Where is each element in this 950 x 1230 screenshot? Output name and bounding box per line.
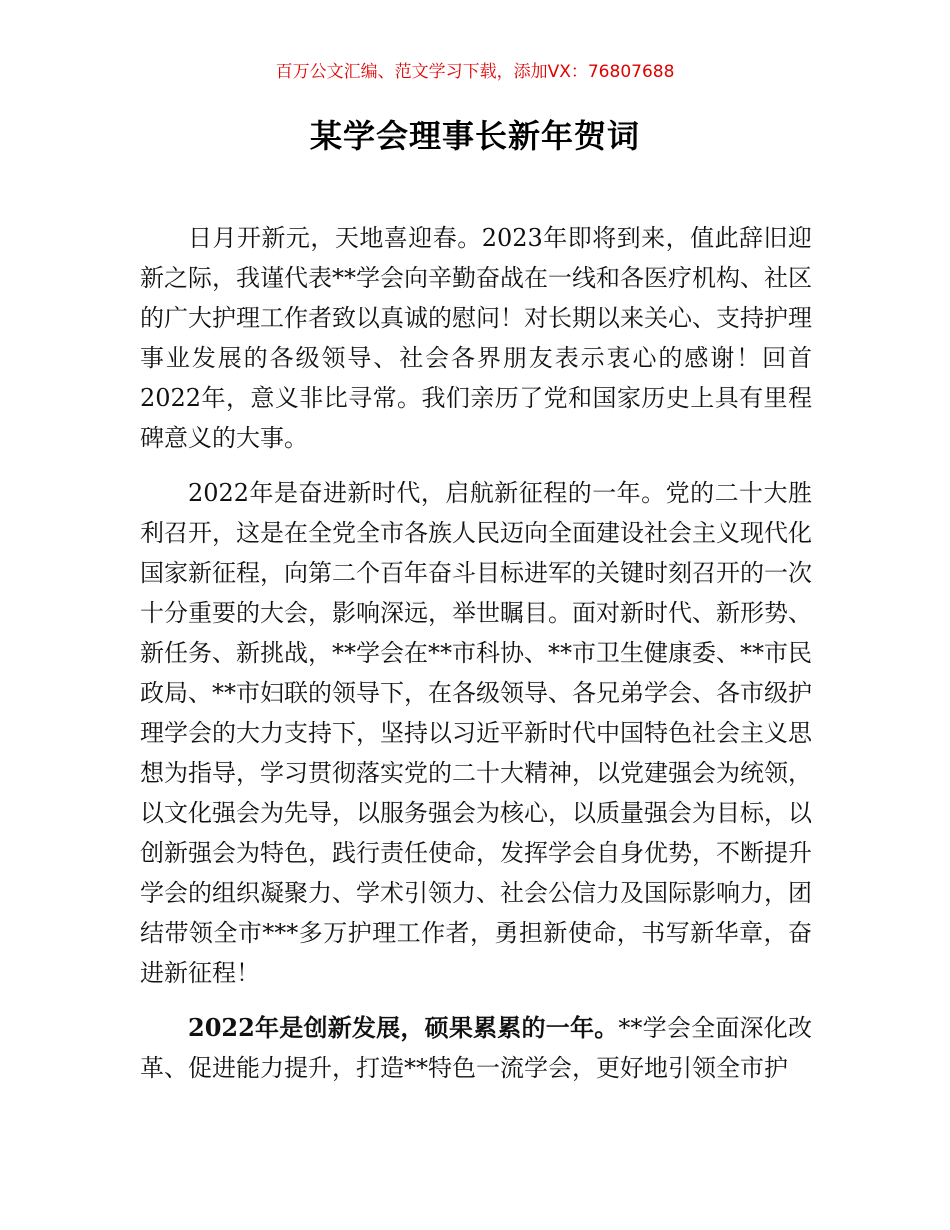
paragraph-3 — [140, 1008, 812, 1088]
header-note: 百万公文汇编、范文学习下载，添加VX：76807688 — [275, 62, 675, 82]
paragraph-1 — [140, 218, 812, 458]
paragraph-text: 日月开新元，天地喜迎春。2023年即将到来，值此辞旧迎新之际，我谨代表**学会向辛勤奋战在一线和各医疗机构、社区的广大护理工作者致以真诚的慰问！对长期以来关心、支持护理事业发展的各级领导、社会各界朋友表示衷心的感谢！回首2022年，意义非比寻常。我们亲历了党和国家历史上具有里程碑意义的大事。 — [140, 224, 812, 452]
paragraph-2 — [140, 473, 812, 993]
document-title: 某学会理事长新年贺词 — [309, 117, 640, 155]
paragraph-lead: 2022年是创新发展，硕果累累的一年。 — [188, 1013, 619, 1042]
paragraph-text: 2022年是奋进新时代，启航新征程的一年。党的二十大胜利召开，这是在全党全市各族人民迈向全面建设社会主义现代化国家新征程，向第二个百年奋斗目标进军的关键时刻召开的一次十分重要的大会，影响深远，举世瞩目。面对新时代、新形势、新任务、新挑战，**学会在**市科协、**市卫生健康委、**市民政局、**市妇联的领导下，在各级领导、各兄弟学会、各市级护理学会的大力支持下，坚持以习近平新时代中国特色社会主义思想为指导，学习贯彻落实党的二十大精神，以党建强会为统领，以文化强会为先导，以服务强会为核心，以质量强会为目标，以创新强会为特色，践行责任使命，发挥学会自身优势，不断提升学会的组织凝聚力、学术引领力、社会公信力及国际影响力，团结带领全市***多万护理工作者，勇担新使命，书写新华章，奋进新征程！ — [140, 479, 812, 987]
document-body — [140, 218, 812, 1103]
paragraph-text: **学会全面深化改革、促进能力提升，打造**特色一流学会，更好地引领全市护 — [140, 1014, 813, 1082]
